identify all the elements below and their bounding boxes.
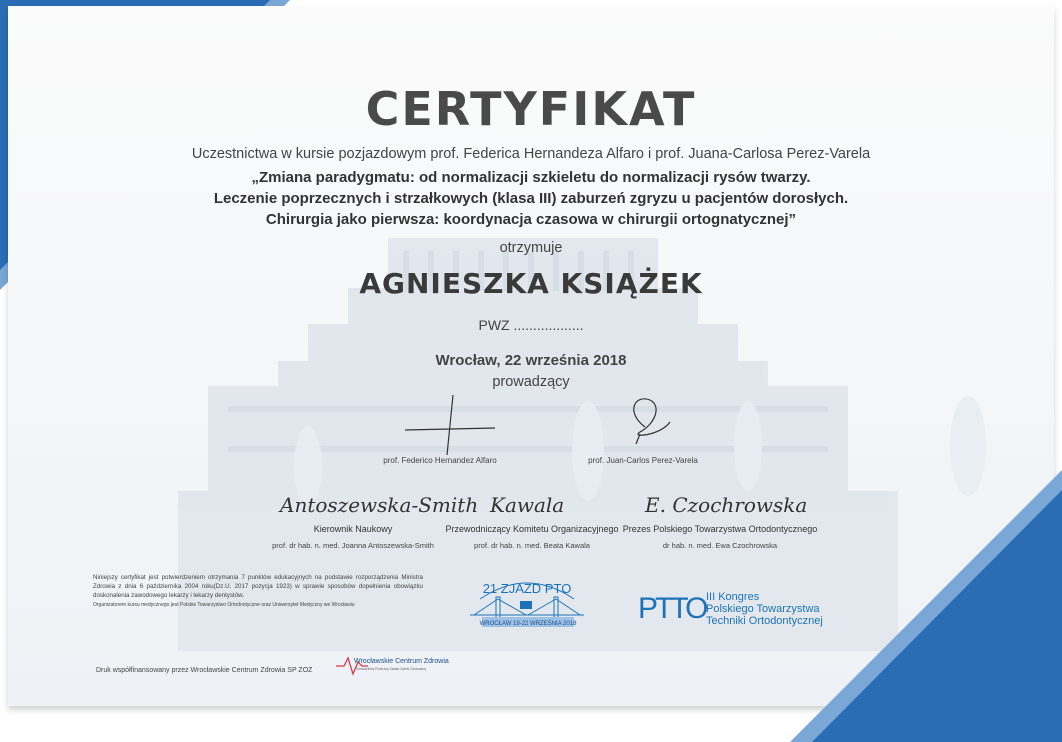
signatory-name: dr hab. n. med. Ewa Czochrowska (662, 541, 778, 550)
course-title-line: Chirurgia jako pierwsza: koordynacja czasowa w chirurgii ortognatycznej” (265, 211, 797, 228)
zjazd-pto-logo (462, 573, 592, 631)
leader-label: prowadzący (492, 374, 570, 390)
course-intro: Uczestnictwa w kursie pozjazdowym prof. Federica Hernandeza Alfaro i prof. Juana-Carlosa Perez-Varela (191, 146, 871, 162)
signature-handwriting: Kawala (490, 493, 565, 517)
signature-antoszewska (275, 484, 479, 524)
zjazd-title: 21 ZJAZD PTO (482, 581, 572, 596)
pwz-field: PWZ .................. (478, 317, 584, 333)
wcz-subtitle: Samodzielny Publiczny Zakład Opieki Zdrowotnej (356, 667, 426, 671)
signatory-name: prof. dr hab. n. med. Joanna Antoszewska-Smith (272, 541, 434, 550)
pttó-logo (636, 590, 706, 626)
certificate-title: CERTYFIKAT (365, 82, 697, 136)
signatory-role: Prezes Polskiego Towarzystwa Ortodontycznego (622, 524, 818, 534)
signature-kawala (485, 484, 605, 524)
legal-note (93, 573, 423, 610)
signatory-name: prof. dr hab. n. med. Beata Kawala (474, 541, 590, 550)
receives-label: otrzymuje (499, 240, 563, 256)
co-financing-note: Druk współfinansowany przez Wrocławskie Centrum Zdrowia SP ZOZ (96, 667, 313, 674)
congress-line: Techniki Ortodontycznej (706, 615, 823, 627)
signature-czochrowska (640, 484, 820, 524)
zjazd-caption: WROCŁAW 19-22 WRZEŚNIA 2018 (479, 621, 577, 627)
congress-name (706, 591, 823, 627)
organizer-note: Organizatorem kursu medycznego jest Polskie Towarzystwo Ortodontyczne oraz Uniwersytet Medyczny we Wrocławiu (93, 602, 355, 608)
wcz-logo (332, 652, 452, 680)
wcz-name: Wrocławskie Centrum Zdrowia (354, 658, 449, 665)
recipient-name: AGNIESZKA KSIĄŻEK (359, 267, 703, 300)
course-title-line: „Zmiana paradygmatu: od normalizacji szkieletu do normalizacji rysów twarzy. (251, 169, 811, 186)
lecturer-name: prof. Federico Hernandez Alfaro (383, 456, 497, 465)
course-title-line: Leczenie poprzecznych i strzałkowych (klasa III) zaburzeń zgryzu u pacjentów dorosłych. (213, 190, 849, 207)
signatory-role: Kierownik Naukowy (313, 524, 393, 534)
place-date: Wrocław, 22 września 2018 (435, 352, 627, 369)
congress-line: III Kongres (706, 591, 760, 603)
signature-handwriting: E. Czochrowska (645, 493, 808, 517)
signatory-role: Przewodniczący Komitetu Organizacyjnego (445, 524, 619, 534)
congress-line: Polskiego Towarzystwa (706, 603, 820, 615)
signature-perez-varela (590, 392, 710, 452)
congress-logo-letters: PTTO (638, 592, 706, 625)
legal-text: Niniejszy certyfikat jest potwierdzeniem otrzymania 7 punktów edukacyjnych na podstawie rozporządzenia Ministra Zdrowia z dnia 6 października 2004 roku(Dz.U. 2017 pozycja 1923) w sprawie sposobów dopełnienia obowiązku doskonalenia zawodowego lekarzy i lekarzy dentystów. (93, 574, 423, 599)
lecturer-name: prof. Juan-Carlos Perez-Varela (588, 456, 698, 465)
signature-handwriting: Antoszewska-Smith (280, 493, 479, 517)
course-title (0, 167, 1062, 230)
signature-hernandez (395, 390, 515, 460)
